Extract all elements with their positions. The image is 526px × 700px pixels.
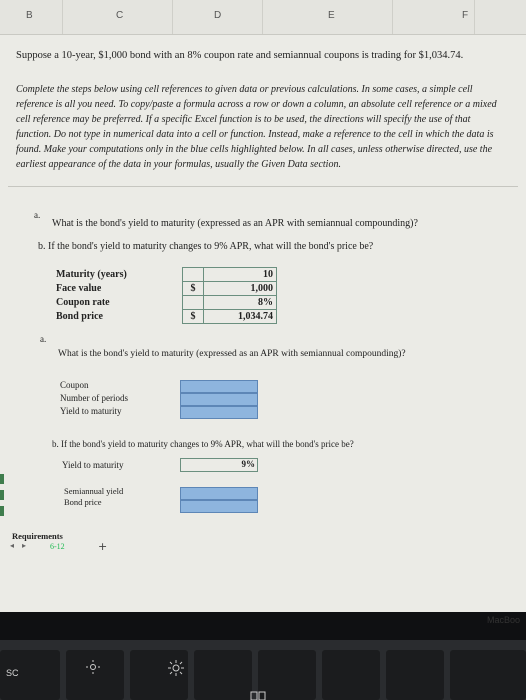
given-data-labels	[56, 268, 127, 324]
cell-bond-price[interactable]: 1,034.74	[204, 310, 277, 324]
tab-requirements[interactable]: Requirements	[12, 531, 63, 541]
label-new-bond-price: Bond price	[64, 497, 102, 507]
instructions-text: Complete the steps below using cell references to given data or previous calculations. In some cases, a simple cell reference is all you need. To copy/paste a formula across a row or down a column, an absolute cell reference or a mixed cell reference may be preferred. If a specific Excel function is to be used, the directions will specify the use of that function. Do not type in numerical data into a cell or function. Instead, make a reference to the cell in which the data is found. Make your computations only in the blue cells highlighted below. In all cases, unless otherwise directed, use the earliest appearance of the data in your formulas, usually the Given Data section.	[16, 84, 497, 170]
table-row	[183, 268, 277, 282]
label-new-yield-to-maturity: Yield to maturity	[62, 460, 124, 470]
problem-statement: Suppose a 10-year, $1,000 bond with an 8% coupon rate and semiannual coupons is trading for $1,034.74.	[16, 50, 464, 61]
column-header-c[interactable]: C	[116, 10, 124, 21]
cell-dollar[interactable]	[183, 268, 204, 282]
function-key	[386, 650, 444, 700]
function-key	[322, 650, 380, 700]
label-semiannual-yield: Semiannual yield	[64, 486, 124, 496]
table-row	[183, 296, 277, 310]
section-a-question: What is the bond's yield to maturity (expressed as an APR with semiannual compounding)?	[58, 349, 406, 359]
cell-dollar[interactable]: $	[183, 282, 204, 296]
cell-maturity-value[interactable]: 10	[204, 268, 277, 282]
section-a-labels	[60, 379, 128, 418]
label-maturity: Maturity (years)	[56, 269, 127, 280]
label-coupon: Coupon	[60, 380, 89, 390]
input-cell-yield-to-maturity[interactable]	[180, 406, 258, 419]
input-cell-semiannual-yield[interactable]	[180, 487, 258, 500]
column-header-f[interactable]: F	[462, 10, 469, 21]
table-row	[183, 310, 277, 324]
section-b-labels	[64, 486, 123, 508]
function-key	[258, 650, 316, 700]
cell-new-yield-to-maturity[interactable]: 9%	[180, 458, 258, 472]
add-sheet-button[interactable]: +	[98, 540, 108, 553]
row-marker	[0, 506, 4, 516]
esc-key-label: SC	[6, 668, 19, 678]
label-coupon-rate: Coupon rate	[56, 297, 110, 308]
section-a-marker: a.	[40, 334, 47, 344]
part-a-question: What is the bond's yield to maturity (expressed as an APR with semiannual compounding)?	[52, 218, 418, 229]
cell-coupon-rate[interactable]: 8%	[204, 296, 277, 310]
part-b-question: b. If the bond's yield to maturity changes to 9% APR, what will the bond's price be?	[38, 241, 374, 252]
brightness-up-icon	[168, 660, 184, 676]
sheet-tab-bar	[0, 528, 526, 558]
sheet-content	[0, 34, 526, 544]
input-cell-new-bond-price[interactable]	[180, 500, 258, 513]
function-key	[450, 650, 526, 700]
tab-nav-next-icon[interactable]: ▸	[22, 541, 27, 550]
table-row	[183, 282, 277, 296]
part-a-marker: a.	[34, 210, 41, 220]
label-number-of-periods: Number of periods	[60, 393, 128, 403]
column-header-b[interactable]: B	[26, 10, 33, 21]
laptop-bezel	[0, 612, 526, 640]
tab-6-12[interactable]: 6-12	[50, 542, 65, 551]
section-b-question: b. If the bond's yield to maturity changes to 9% APR, what will the bond's price be?	[52, 439, 354, 449]
mission-control-icon	[250, 690, 266, 700]
cell-dollar[interactable]: $	[183, 310, 204, 324]
row-marker	[0, 474, 4, 484]
input-cell-coupon[interactable]	[180, 380, 258, 393]
section-divider	[8, 186, 518, 187]
column-header-e[interactable]: E	[328, 10, 335, 21]
column-header-d[interactable]: D	[214, 10, 222, 21]
cell-dollar[interactable]	[183, 296, 204, 310]
label-yield-to-maturity: Yield to maturity	[60, 406, 122, 416]
input-cell-number-of-periods[interactable]	[180, 393, 258, 406]
function-key	[66, 650, 124, 700]
label-face-value: Face value	[56, 283, 102, 294]
brightness-down-icon	[86, 660, 100, 674]
laptop-brand-logo: MacBoo	[486, 615, 520, 625]
cell-face-value[interactable]: 1,000	[204, 282, 277, 296]
label-bond-price: Bond price	[56, 311, 103, 322]
function-key	[194, 650, 252, 700]
column-header-row	[0, 0, 526, 35]
tab-nav-prev-icon[interactable]: ◂	[10, 541, 15, 550]
given-data-table	[182, 267, 277, 324]
row-marker	[0, 490, 4, 500]
